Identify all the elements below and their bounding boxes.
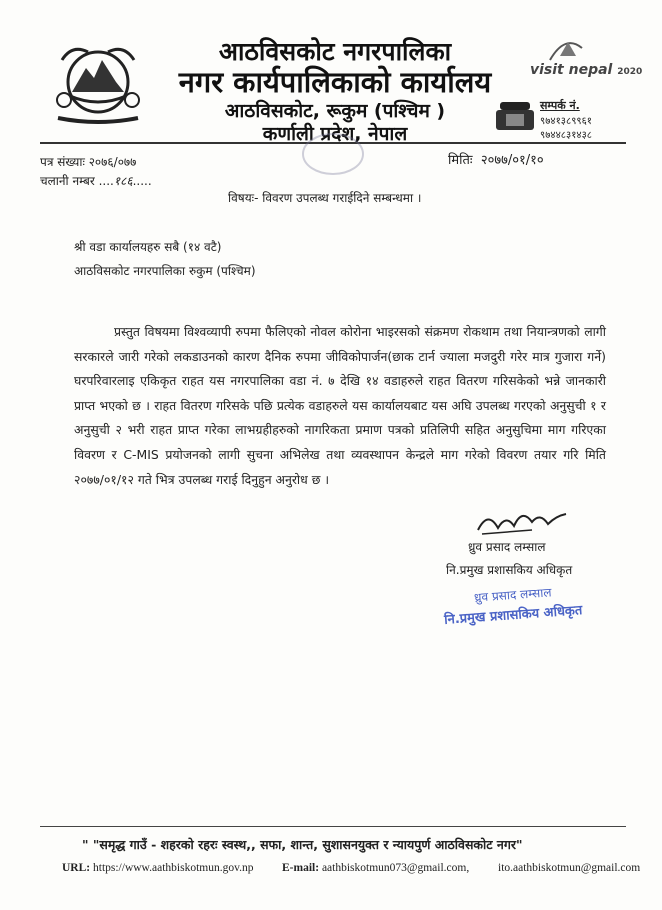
visit-nepal-logo-icon <box>520 30 610 90</box>
contact-phone-1: ९७४१३८९९६१ <box>540 116 592 127</box>
dispatch-number: चलानी नम्बर ....१८६..... <box>40 174 152 188</box>
footer-url: URL: https://www.aathbiskotmun.gov.np <box>62 862 254 874</box>
municipality-name: आठविसकोट नगरपालिका <box>218 37 452 66</box>
stamp-name: ध्रुव प्रसाद लम्साल <box>473 585 552 605</box>
contact-box <box>540 98 592 141</box>
handwritten-signature-icon <box>472 500 572 540</box>
recipient-line-2: आठविसकोट नगरपालिका रुकुम (पश्चिम) <box>74 264 256 278</box>
footer-email: E-mail: aathbiskotmun073@gmail.com, <box>282 862 470 874</box>
recipient-line-1: श्री वडा कार्यालयहरु सबै (१४ वटै) <box>74 240 222 254</box>
reference-number: पत्र संख्याः २०७६/०७७ <box>40 155 137 169</box>
nepal-emblem-icon <box>42 30 154 130</box>
stamp-title: नि.प्रमुख प्रशासकिय अधिकृत <box>443 603 583 628</box>
signer-name: ध्रुव प्रसाद लम्साल <box>468 540 546 554</box>
office-stamp-icon <box>298 130 368 178</box>
footer-divider <box>40 826 626 827</box>
signer-title: नि.प्रमुख प्रशासकिय अधिकृत <box>446 563 573 577</box>
office-name: नगर कार्यपालिकाको कार्यालय <box>178 65 492 99</box>
footer-email-2: ito.aathbiskotmun@gmail.com <box>498 862 641 874</box>
letter-subject: विषयः- विवरण उपलब्ध गराईदिने सम्बन्धमा । <box>228 191 422 205</box>
visit-nepal-text: visit nepal 2020 <box>530 62 643 78</box>
letter-date: मितिः २०७७/०१/१० <box>448 153 544 168</box>
contact-phone-2: ९७४४८३१४३८ <box>540 130 592 141</box>
footer-motto: " "समृद्ध गाउँ - शहरको रहरः स्वस्थ,, सफा, शान्त, सुशासनयुक्त र न्यायपुर्ण आठविसकोट नगर" <box>82 837 523 852</box>
contact-label: सम्पर्क नं. <box>540 99 580 112</box>
province-name: कर्णाली प्रदेश, नेपाल <box>262 123 408 145</box>
office-location: आठविसकोट, रूकुम (पश्चिम ) <box>224 100 446 122</box>
letter-body: प्रस्तुत विषयमा विश्वव्यापी रुपमा फैलिएको नोवल कोरोना भाइरसको संक्रमण रोकथाम तथा नियान्त्रणको लागी सरकारले जारी गरेको लकडाउनको कारण दैनिक रुपमा जीविकोपार्जन(छाक टार्न ज्याला मजदुरी गरेर मात्र गुजारा गर्ने) घरपरिवारलाइ एकिकृत राहत यस नगरपालिका वडा नं. ७ देखि १४ वडाहरुले राहत वितरण गरिसकेको भन्ने जानकारी प्राप्त भएको छ । राहत वितरण गरिसके पछि प्रत्येक वडाहरुले यस कार्यालयबाट यस अघि उपलब्ध गरएको अनुसुची १ र अनुसुची २ भरी राहत प्राप्त गरेका लाभग्रहीहरुको नागरिकता प्रमाण पत्रको प्रतिलिपी सहित अनुसुचिमा माग गरिएका विवरण र C-MIS प्रयोजनको लागी सुचना अभिलेख तथा व्यवस्थापन केन्द्रले माग गरेको विवरण तयार गरि मिति २०७७/०१/१२ गते भित्र उपलब्ध गराई दिनुहुन अनुरोध छ । <box>74 324 606 487</box>
telephone-icon <box>494 100 536 132</box>
